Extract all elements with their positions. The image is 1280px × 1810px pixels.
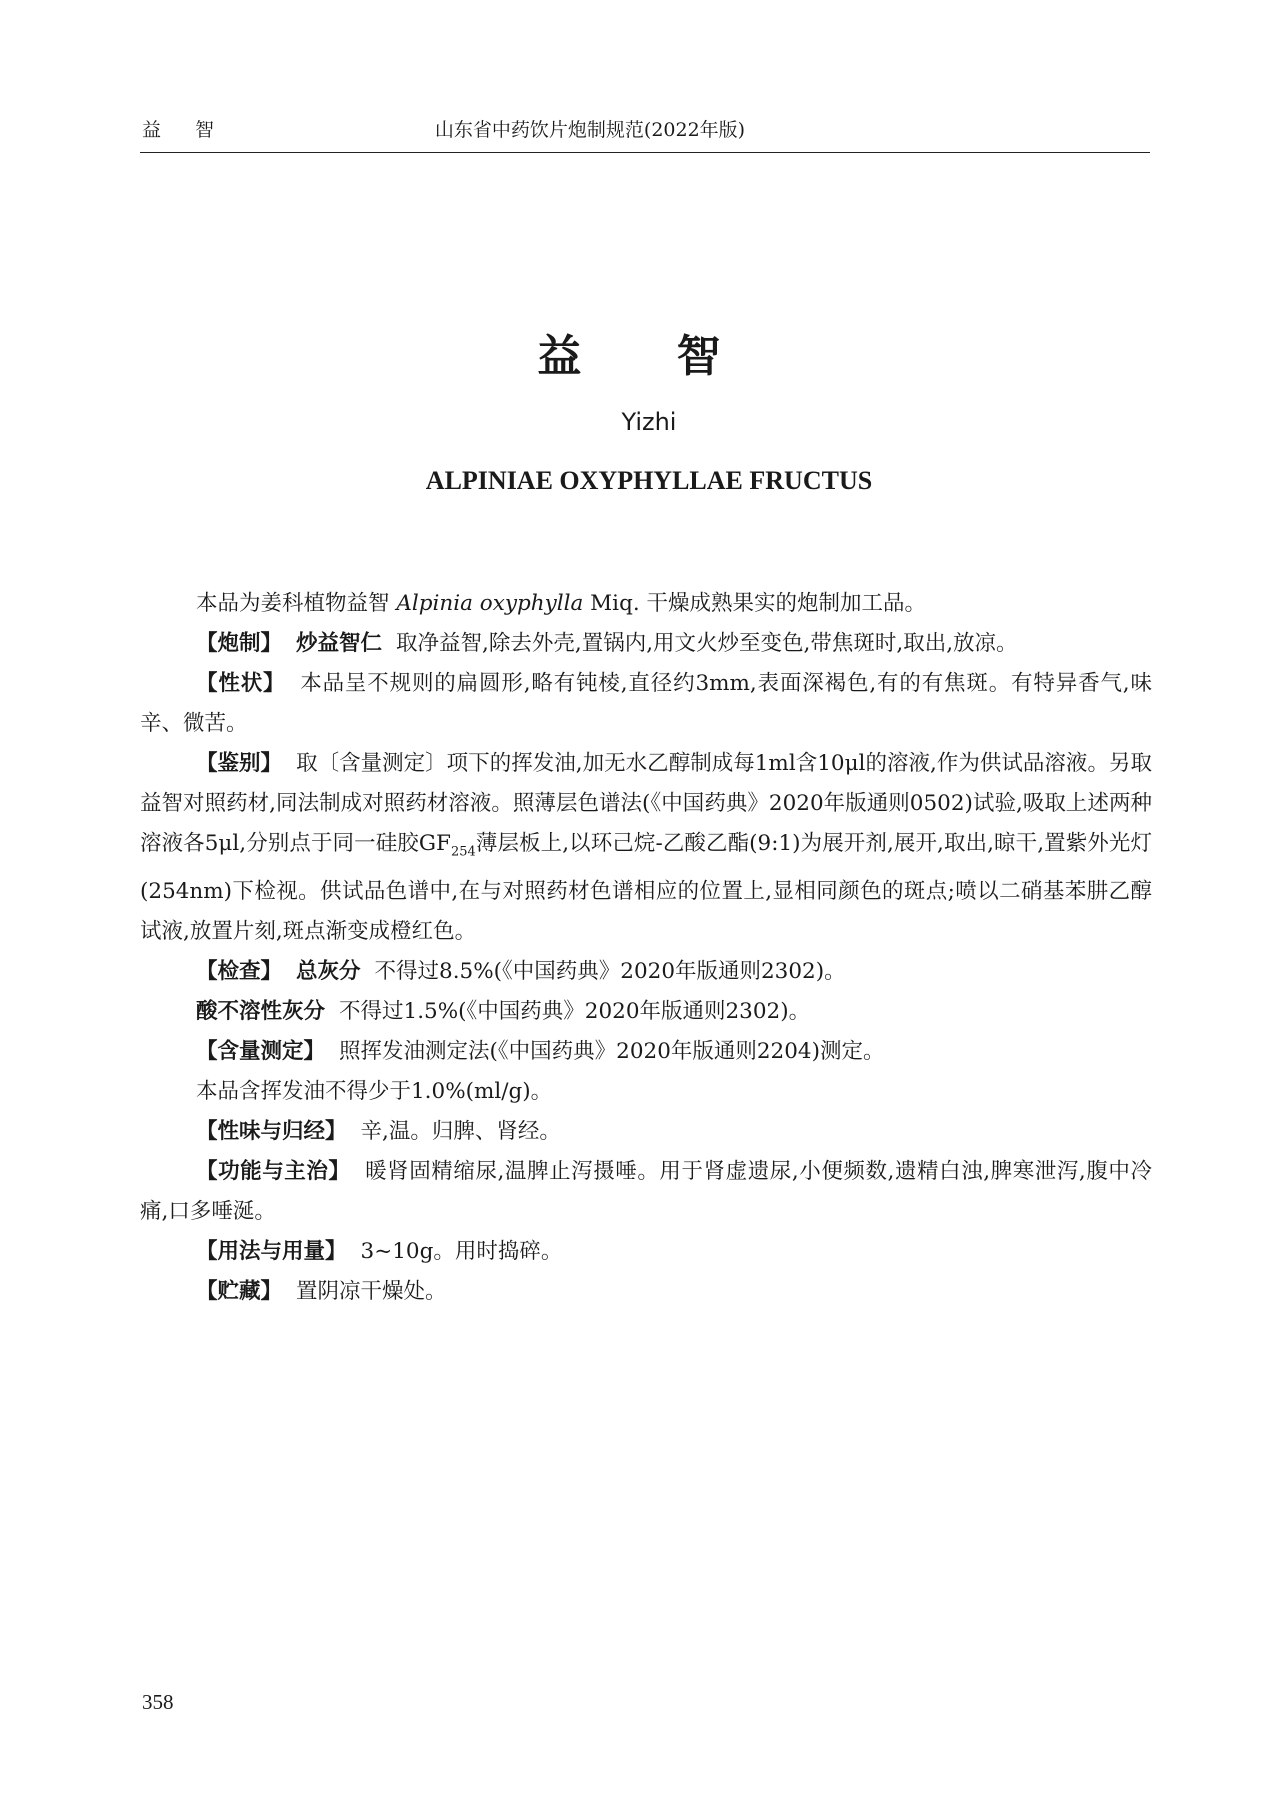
section-jianbie	[140, 744, 1152, 952]
section-label-jiancha: 【检查】	[196, 959, 283, 985]
gongneng-text: 暖肾固精缩尿,温脾止泻摄唾。用于肾虚遗尿,小便频数,遗精白浊,脾寒泄泻,腹中冷痛,口多唾涎。	[140, 1159, 1152, 1225]
jianbie-text-1: 取〔含量测定〕项下的挥发油,加无水乙醇制成每1ml含10μl的溶液,作为供试品溶液。另取益智对照药材,同法制成对照药材溶液。照薄层色谱法(《中国药典》2020年版通则0502)试验,吸取上述两种溶液各5μl,分别点于同一硅胶GF	[140, 751, 1152, 856]
section-yongfa	[140, 1232, 1152, 1272]
xingwei-text: 辛,温。归脾、肾经。	[360, 1119, 561, 1145]
zhucang-text: 置阴凉干燥处。	[296, 1279, 447, 1305]
yongfa-text: 3~10g。用时捣碎。	[360, 1239, 563, 1265]
section-label-yongfa: 【用法与用量】	[196, 1239, 347, 1265]
jianbie-text-2: 薄层板上,以环己烷-乙酸乙酯(9:1)为展开剂,展开,取出,晾干,置紫外光灯(254nm)下检视。供试品色谱中,在与对照药材色谱相应的位置上,显相同颜色的斑点;喷以二硝基苯肼乙醇试液,放置片刻,斑点渐变成橙红色。	[140, 831, 1152, 945]
section-paozhi	[140, 624, 1152, 664]
section-label-hanliang: 【含量测定】	[196, 1039, 326, 1065]
section-jiancha	[140, 952, 1152, 992]
section-gongneng	[140, 1152, 1152, 1232]
running-header-title: 山东省中药饮片炮制规范(2022年版)	[434, 119, 746, 141]
monograph-title: 益 智	[537, 331, 761, 382]
intro-text-cont: Miq. 干燥成熟果实的炮制加工品。	[590, 591, 926, 616]
item-label-zonghuifen: 总灰分	[296, 959, 361, 985]
xingzhuang-text: 本品呈不规则的扁圆形,略有钝棱,直径约3mm,表面深褐色,有的有焦斑。有特异香气,味辛、微苦。	[140, 671, 1152, 736]
item-label-suanburongxinghuifen: 酸不溶性灰分	[196, 999, 326, 1025]
section-xingwei	[140, 1112, 1152, 1152]
paozhi-text: 取净益智,除去外壳,置锅内,用文火炒至变色,带焦斑时,取出,放凉。	[396, 631, 1018, 656]
hanliang-limit-text: 本品含挥发油不得少于1.0%(ml/g)。	[196, 1079, 553, 1105]
intro-paragraph	[140, 584, 1152, 624]
running-header-left: 益 智	[142, 119, 229, 141]
latin-name: ALPINIAE OXYPHYLLAE FRUCTUS	[425, 466, 873, 495]
section-hanliang	[140, 1032, 1152, 1072]
hanliang-text: 照挥发油测定法(《中国药典》2020年版通则2204)测定。	[339, 1039, 885, 1065]
page-number: 358	[142, 1690, 174, 1714]
section-label-gongneng: 【功能与主治】	[196, 1159, 351, 1185]
monograph-body	[140, 584, 1152, 1312]
section-label-xingwei: 【性味与归经】	[196, 1119, 347, 1145]
section-label-zhucang: 【贮藏】	[196, 1279, 283, 1305]
section-xingzhuang	[140, 664, 1152, 744]
item-label-chaoyizhiren: 炒益智仁	[296, 631, 383, 656]
intro-text: 本品为姜科植物益智	[196, 591, 390, 616]
section-zhucang	[140, 1272, 1152, 1312]
jiancha-text-2: 不得过1.5%(《中国药典》2020年版通则2302)。	[339, 999, 811, 1025]
species-name: Alpinia oxyphylla	[396, 591, 584, 616]
header-divider	[140, 152, 1150, 153]
pinyin-name: Yizhi	[621, 408, 677, 436]
jiancha-text-1: 不得过8.5%(《中国药典》2020年版通则2302)。	[374, 959, 846, 985]
section-jiancha-acid	[140, 992, 1152, 1032]
section-label-xingzhuang: 【性状】	[196, 671, 286, 696]
section-label-paozhi: 【炮制】	[196, 631, 283, 656]
section-hanliang-limit	[140, 1072, 1152, 1112]
section-label-jianbie: 【鉴别】	[196, 751, 283, 776]
jianbie-subscript: 254	[450, 844, 476, 860]
